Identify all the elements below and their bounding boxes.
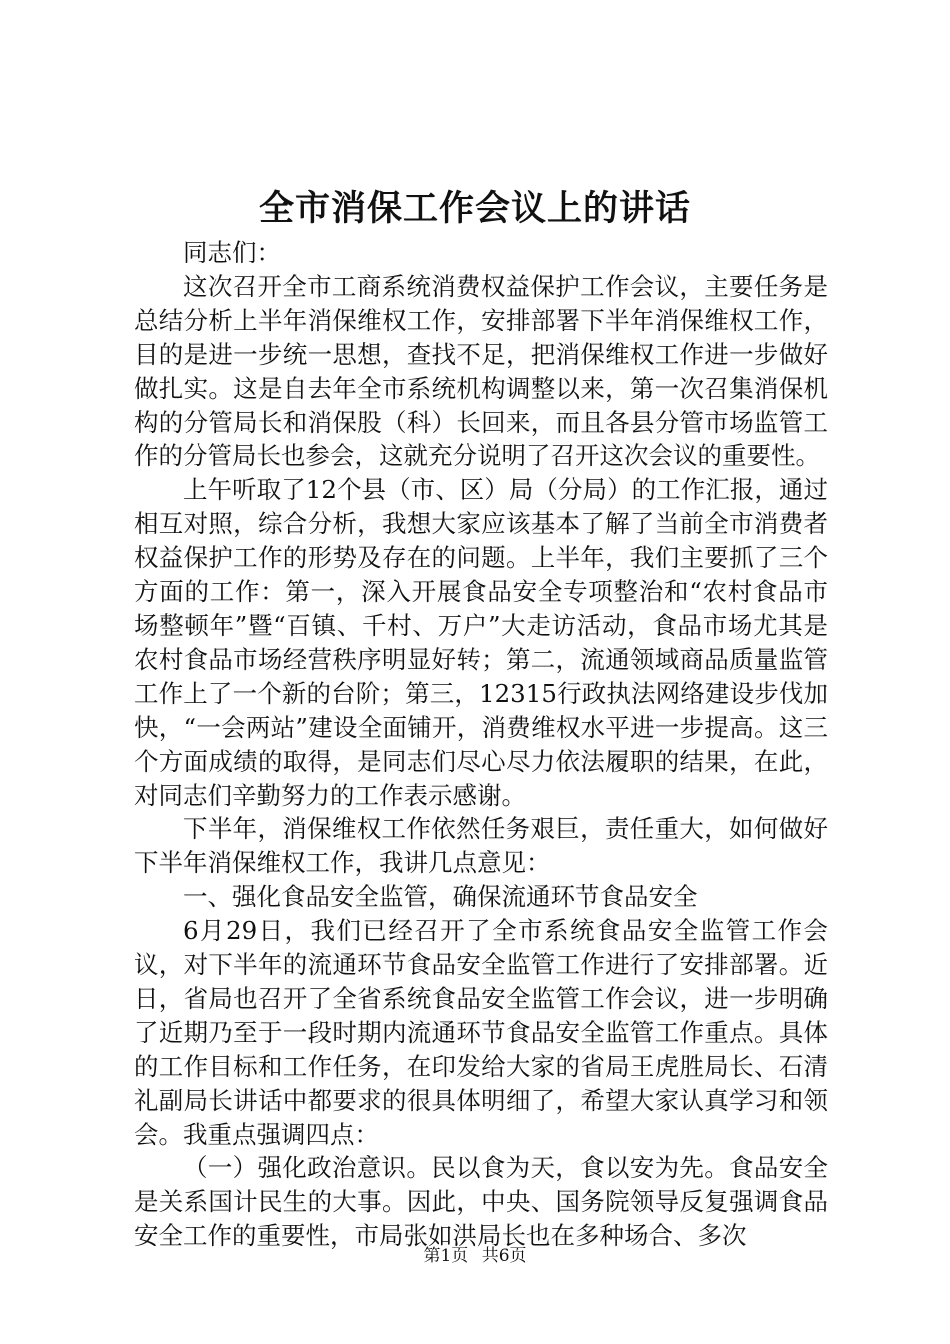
page-number: 第1页: [423, 1246, 469, 1266]
page-total: 共6页: [481, 1246, 527, 1266]
salutation: 同志们：: [183, 238, 281, 267]
section-heading: 一、强化食品安全监管，确保流通环节食品安全: [183, 882, 698, 912]
page-title: 全市消保工作会议上的讲话: [258, 188, 691, 229]
paragraph: 这次召开全市工商系统消费权益保护工作会议，主要任务是总结分析上半年消保维权工作，安排部署下半年消保维权工作，目的是进一步统一思想，查找不足，把消保维权工作进一步做好做扎实。这是自去年全市系统机构调整以来，第一次召集消保机构的分管局长和消保股（科）长回来，而且各县分管市场监管工作的分管局长也参会，这就充分说明了召开这次会议的重要性。: [134, 271, 828, 471]
document-body: [134, 236, 828, 1253]
paragraph: 下半年，消保维权工作依然任务艰巨，责任重大，如何做好下半年消保维权工作，我讲几点意见：: [134, 814, 828, 878]
paragraph: （一）强化政治意识。民以食为天，食以安为先。食品安全是关系国计民生的大事。因此，中央、国务院领导反复强调食品安全工作的重要性，市局张如洪局长也在多种场合、多次: [134, 1153, 828, 1251]
paragraph: 上午听取了12个县（市、区）局（分局）的工作汇报，通过相互对照，综合分析，我想大家应该基本了解了当前全市消费者权益保护工作的形势及存在的问题。上半年，我们主要抓了三个方面的工作：第一，深入开展食品安全专项整治和“农村食品市场整顿年”暨“百镇、千村、万户”大走访活动，食品市场尤其是农村食品市场经营秩序明显好转；第二，流通领域商品质量监管工作上了一个新的台阶；第三，12315行政执法网络建设步伐加快，“一会两站”建设全面铺开，消费维权水平进一步提高。这三个方面成绩的取得，是同志们尽心尽力依法履职的结果，在此，对同志们辛勤努力的工作表示感谢。: [134, 475, 828, 810]
page-footer: [0, 1244, 950, 1268]
paragraph: 6月29日，我们已经召开了全市系统食品安全监管工作会议，对下半年的流通环节食品安全监管工作进行了安排部署。近日，省局也召开了全省系统食品安全监管工作会议，进一步明确了近期乃至于一段时期内流通环节食品安全监管工作重点。具体的工作目标和工作任务，在印发给大家的省局王虎胜局长、石清礼副局长讲话中都要求的很具体明细了，希望大家认真学习和领会。我重点强调四点：: [134, 916, 828, 1149]
